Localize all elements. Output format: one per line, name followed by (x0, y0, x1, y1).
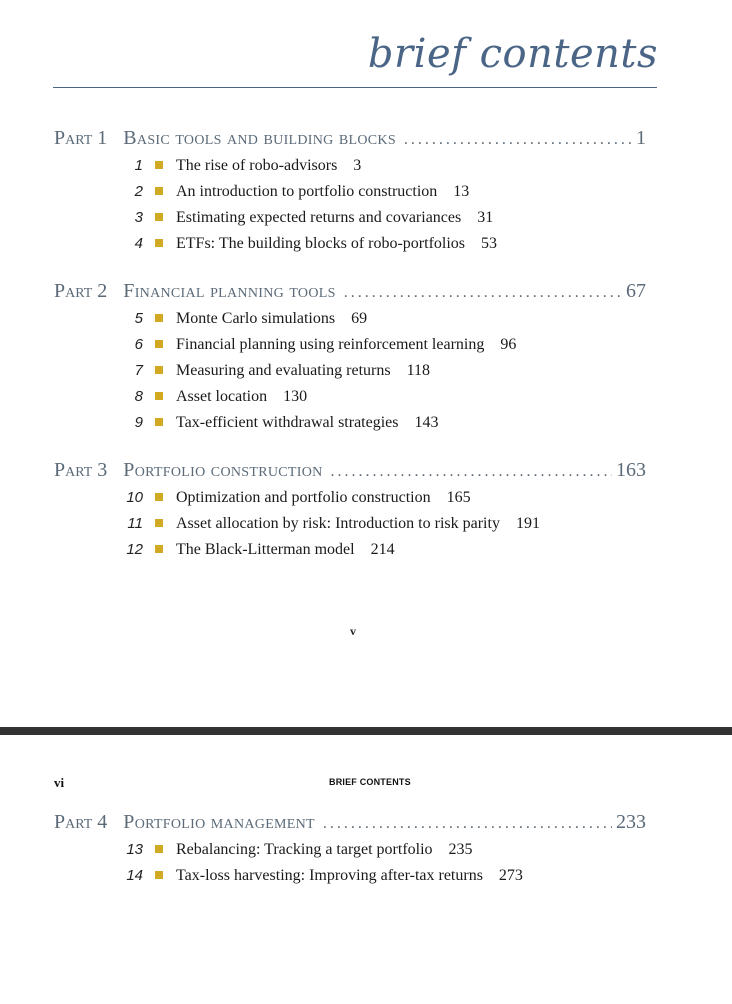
chapter-number: 2 (134, 183, 143, 200)
part-page-number: 163 (616, 459, 646, 481)
chapter-title: Asset allocation by risk: Introduction to risk parity (176, 515, 500, 532)
chapter-title: The Black-Litterman model (176, 541, 355, 558)
chapter-page-number: 191 (515, 515, 540, 532)
square-bullet-icon (155, 493, 163, 501)
chapter-entry[interactable] (110, 867, 523, 889)
chapter-title: Tax-loss harvesting: Improving after-tax returns (176, 867, 483, 884)
chapter-title: Asset location (176, 388, 268, 405)
chapter-title: Monte Carlo simulations (176, 310, 336, 327)
chapter-entry[interactable] (110, 841, 473, 863)
running-head: BRIEF CONTENTS (329, 777, 411, 787)
chapter-entry[interactable] (110, 183, 469, 205)
chapter-entry[interactable] (110, 489, 471, 511)
part-heading[interactable] (54, 127, 646, 153)
chapter-entry[interactable] (110, 388, 307, 410)
chapter-page-number: 118 (406, 362, 431, 379)
chapter-number: 12 (126, 541, 143, 558)
chapter-page-number: 53 (481, 235, 498, 252)
square-bullet-icon (155, 314, 163, 322)
chapter-entry[interactable] (110, 235, 497, 257)
chapter-title: Tax-efficient withdrawal strategies (176, 414, 399, 431)
chapter-title: Optimization and portfolio construction (176, 489, 431, 506)
chapter-number: 1 (134, 157, 143, 174)
chapter-title: ETFs: The building blocks of robo-portfolios (176, 235, 466, 252)
chapter-page-number: 165 (446, 489, 471, 506)
part-title: Basic tools and building blocks (123, 127, 396, 149)
chapter-entry[interactable] (110, 414, 439, 436)
chapter-title: Financial planning using reinforcement learning (176, 336, 485, 353)
chapter-entry[interactable] (110, 515, 540, 537)
part-heading[interactable] (54, 280, 646, 306)
dot-leader (331, 463, 612, 481)
chapter-title: Measuring and evaluating returns (176, 362, 391, 379)
part-heading[interactable] (54, 811, 646, 837)
chapter-title: The rise of robo-advisors (176, 157, 338, 174)
part-page-number: 67 (626, 280, 646, 302)
square-bullet-icon (155, 519, 163, 527)
chapter-entry[interactable] (110, 362, 430, 384)
square-bullet-icon (155, 871, 163, 879)
dot-leader (323, 815, 612, 833)
chapter-page-number: 130 (283, 388, 308, 405)
chapter-number: 13 (126, 841, 143, 858)
chapter-number: 4 (134, 235, 143, 252)
part-label: Part 1 (54, 127, 108, 149)
chapter-title: An introduction to portfolio construction (176, 183, 438, 200)
chapter-number: 9 (134, 414, 143, 431)
chapter-number: 5 (134, 310, 143, 327)
chapter-page-number: 96 (500, 336, 517, 353)
chapter-page-number: 69 (351, 310, 368, 327)
square-bullet-icon (155, 213, 163, 221)
chapter-entry[interactable] (110, 157, 361, 179)
chapter-number: 11 (127, 515, 143, 532)
part-label: Part 4 (54, 811, 108, 833)
part-page-number: 233 (616, 811, 646, 833)
square-bullet-icon (155, 845, 163, 853)
square-bullet-icon (155, 239, 163, 247)
page-divider (0, 727, 732, 735)
chapter-number: 14 (126, 867, 143, 884)
chapter-number: 6 (134, 336, 143, 353)
chapter-number: 8 (134, 388, 143, 405)
dot-leader (404, 131, 632, 149)
chapter-page-number: 273 (498, 867, 523, 884)
square-bullet-icon (155, 161, 163, 169)
chapter-number: 3 (134, 209, 143, 226)
part-title: Financial planning tools (123, 280, 336, 302)
chapter-page-number: 13 (453, 183, 470, 200)
chapter-page-number: 143 (414, 414, 439, 431)
dot-leader (344, 284, 622, 302)
chapter-title: Rebalancing: Tracking a target portfolio (176, 841, 433, 858)
square-bullet-icon (155, 366, 163, 374)
title-rule (53, 87, 657, 88)
part-heading[interactable] (54, 459, 646, 485)
chapter-entry[interactable] (110, 310, 367, 332)
square-bullet-icon (155, 545, 163, 553)
chapter-title: Estimating expected returns and covariances (176, 209, 462, 226)
chapter-entry[interactable] (110, 209, 493, 231)
page-folio: v (350, 624, 356, 638)
part-page-number: 1 (636, 127, 646, 149)
chapter-number: 10 (126, 489, 143, 506)
page-title: brief contents (367, 31, 658, 77)
square-bullet-icon (155, 418, 163, 426)
chapter-page-number: 214 (370, 541, 395, 558)
part-label: Part 3 (54, 459, 108, 481)
part-title: Portfolio construction (123, 459, 323, 481)
chapter-entry[interactable] (110, 541, 395, 563)
part-label: Part 2 (54, 280, 108, 302)
chapter-page-number: 235 (448, 841, 473, 858)
part-title: Portfolio management (123, 811, 315, 833)
running-page-number: vi (54, 775, 65, 790)
chapter-number: 7 (134, 362, 143, 379)
chapter-entry[interactable] (110, 336, 516, 358)
chapter-page-number: 31 (477, 209, 494, 226)
chapter-page-number: 3 (353, 157, 362, 174)
square-bullet-icon (155, 340, 163, 348)
square-bullet-icon (155, 187, 163, 195)
square-bullet-icon (155, 392, 163, 400)
